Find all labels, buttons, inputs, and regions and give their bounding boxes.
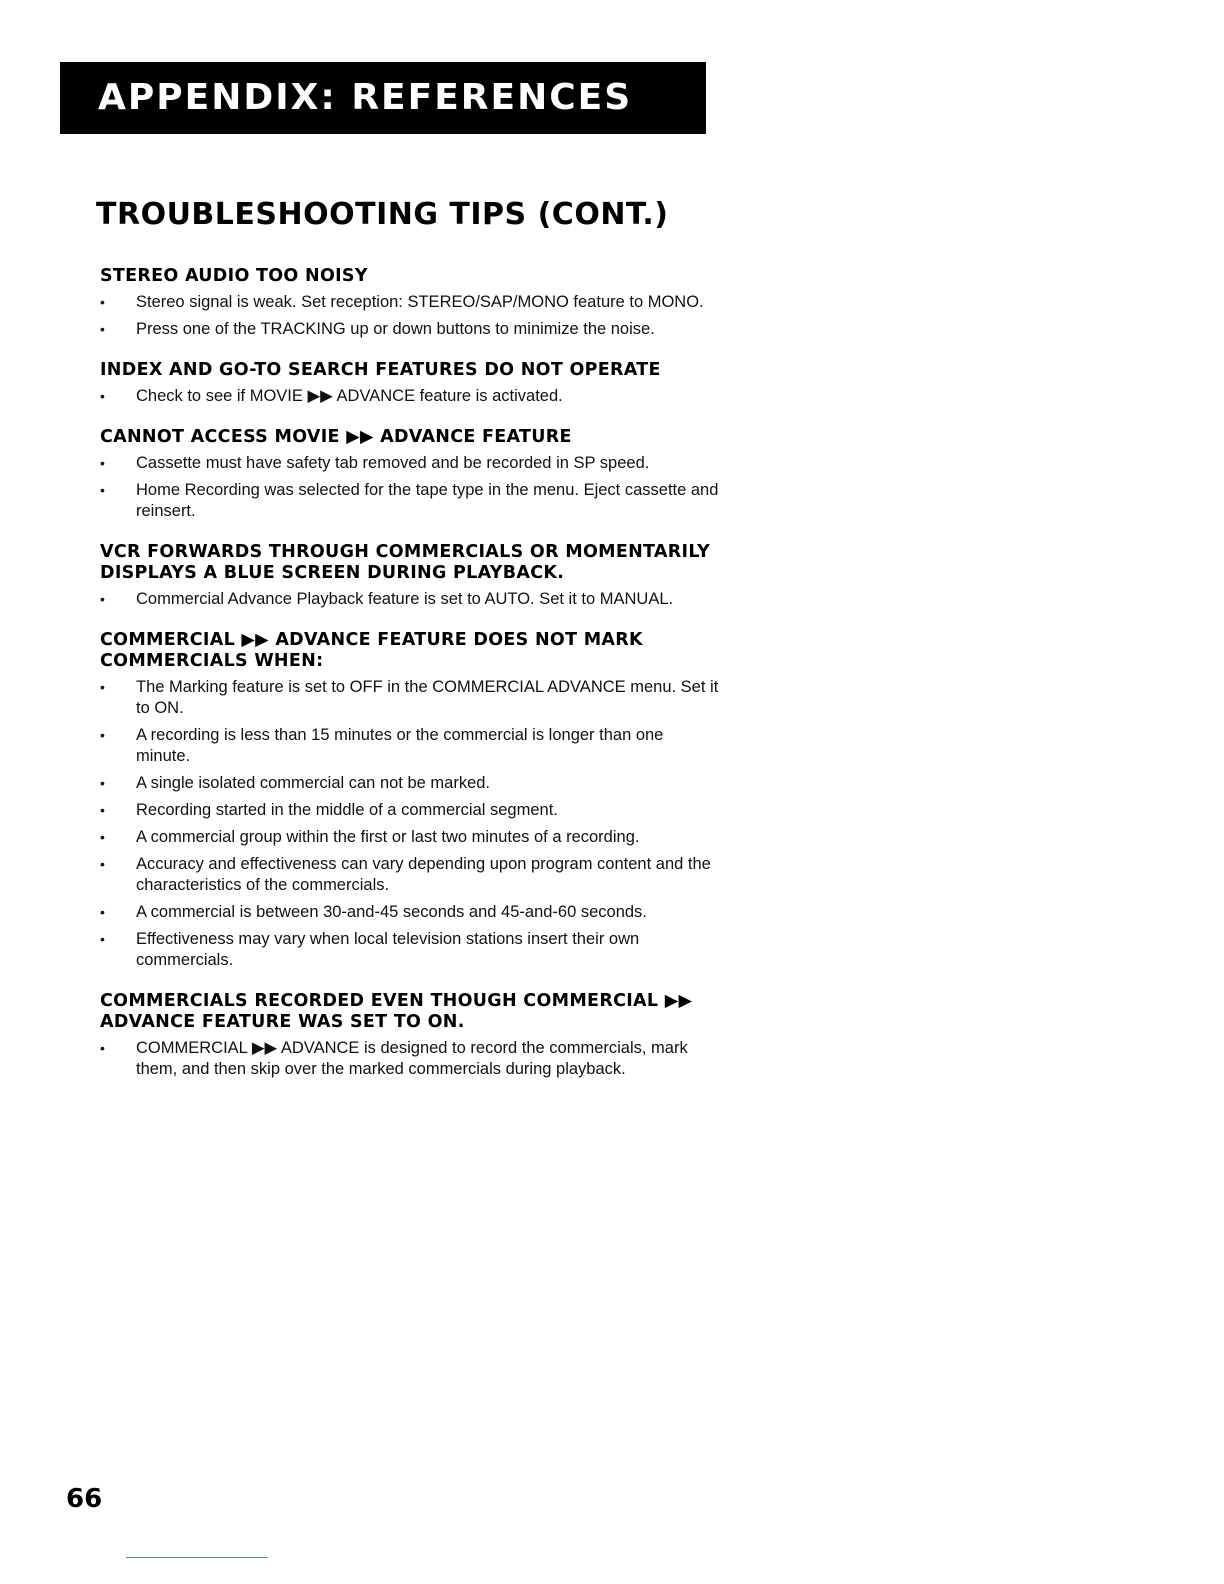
bullet-item: • A single isolated commercial can not be marked.: [100, 773, 720, 794]
bullet-list: [100, 1038, 720, 1080]
section-heading: CANNOT ACCESS MOVIE ▶▶ ADVANCE FEATURE: [100, 427, 572, 447]
page-number: 66: [66, 1484, 103, 1514]
bullet-item: • Commercial Advance Playback feature is set to AUTO. Set it to MANUAL.: [100, 589, 720, 610]
bullet-list: [100, 677, 720, 971]
section-commercials-recorded-even-on: [100, 991, 720, 1080]
bullet-item: • Accuracy and effectiveness can vary depending upon program content and the characteristics of the commercials.: [100, 854, 720, 896]
troubleshooting-content: [100, 266, 720, 1100]
bullet-list: [100, 292, 720, 340]
bullet-item: • A recording is less than 15 minutes or the commercial is longer than one minute.: [100, 725, 720, 767]
bullet-item: • Home Recording was selected for the tape type in the menu. Eject cassette and reinsert.: [100, 480, 720, 522]
page-title: TROUBLESHOOTING TIPS (CONT.): [96, 197, 669, 232]
section-heading: STEREO AUDIO TOO NOISY: [100, 266, 368, 286]
bullet-item: • Effectiveness may vary when local television stations insert their own commercials.: [100, 929, 720, 971]
bullet-item: • Check to see if MOVIE ▶▶ ADVANCE feature is activated.: [100, 386, 720, 407]
appendix-banner: [60, 62, 706, 134]
bullet-item: • Cassette must have safety tab removed and be recorded in SP speed.: [100, 453, 720, 474]
section-index-goto-search: [100, 360, 720, 407]
bullet-item: • The Marking feature is set to OFF in the COMMERCIAL ADVANCE menu. Set it to ON.: [100, 677, 720, 719]
section-stereo-audio-noisy: [100, 266, 720, 340]
bullet-list: [100, 453, 720, 522]
section-heading: VCR FORWARDS THROUGH COMMERCIALS OR MOMENTARILY DISPLAYS A BLUE SCREEN DURING PLAYBACK.: [100, 542, 711, 583]
bullet-list: [100, 386, 720, 407]
banner-title: APPENDIX: REFERENCES: [98, 77, 633, 118]
footer-rule: [126, 1557, 268, 1558]
bullet-item: • A commercial is between 30-and-45 seconds and 45-and-60 seconds.: [100, 902, 720, 923]
section-cannot-access-movie-advance: [100, 427, 720, 522]
bullet-item: • Recording started in the middle of a commercial segment.: [100, 800, 720, 821]
section-heading: COMMERCIALS RECORDED EVEN THOUGH COMMERCIAL ▶▶ ADVANCE FEATURE WAS SET TO ON.: [100, 991, 693, 1032]
bullet-list: [100, 589, 720, 610]
section-heading: COMMERCIAL ▶▶ ADVANCE FEATURE DOES NOT MARK COMMERCIALS WHEN:: [100, 630, 643, 671]
section-commercial-advance-not-mark: [100, 630, 720, 971]
bullet-item: • COMMERCIAL ▶▶ ADVANCE is designed to record the commercials, mark them, and then skip over the marked commercials during playback.: [100, 1038, 720, 1080]
bullet-item: • Stereo signal is weak. Set reception: STEREO/SAP/MONO feature to MONO.: [100, 292, 720, 313]
section-heading: INDEX AND GO-TO SEARCH FEATURES DO NOT OPERATE: [100, 360, 661, 380]
bullet-item: • A commercial group within the first or last two minutes of a recording.: [100, 827, 720, 848]
bullet-item: • Press one of the TRACKING up or down buttons to minimize the noise.: [100, 319, 720, 340]
section-vcr-forwards-commercials: [100, 542, 720, 610]
